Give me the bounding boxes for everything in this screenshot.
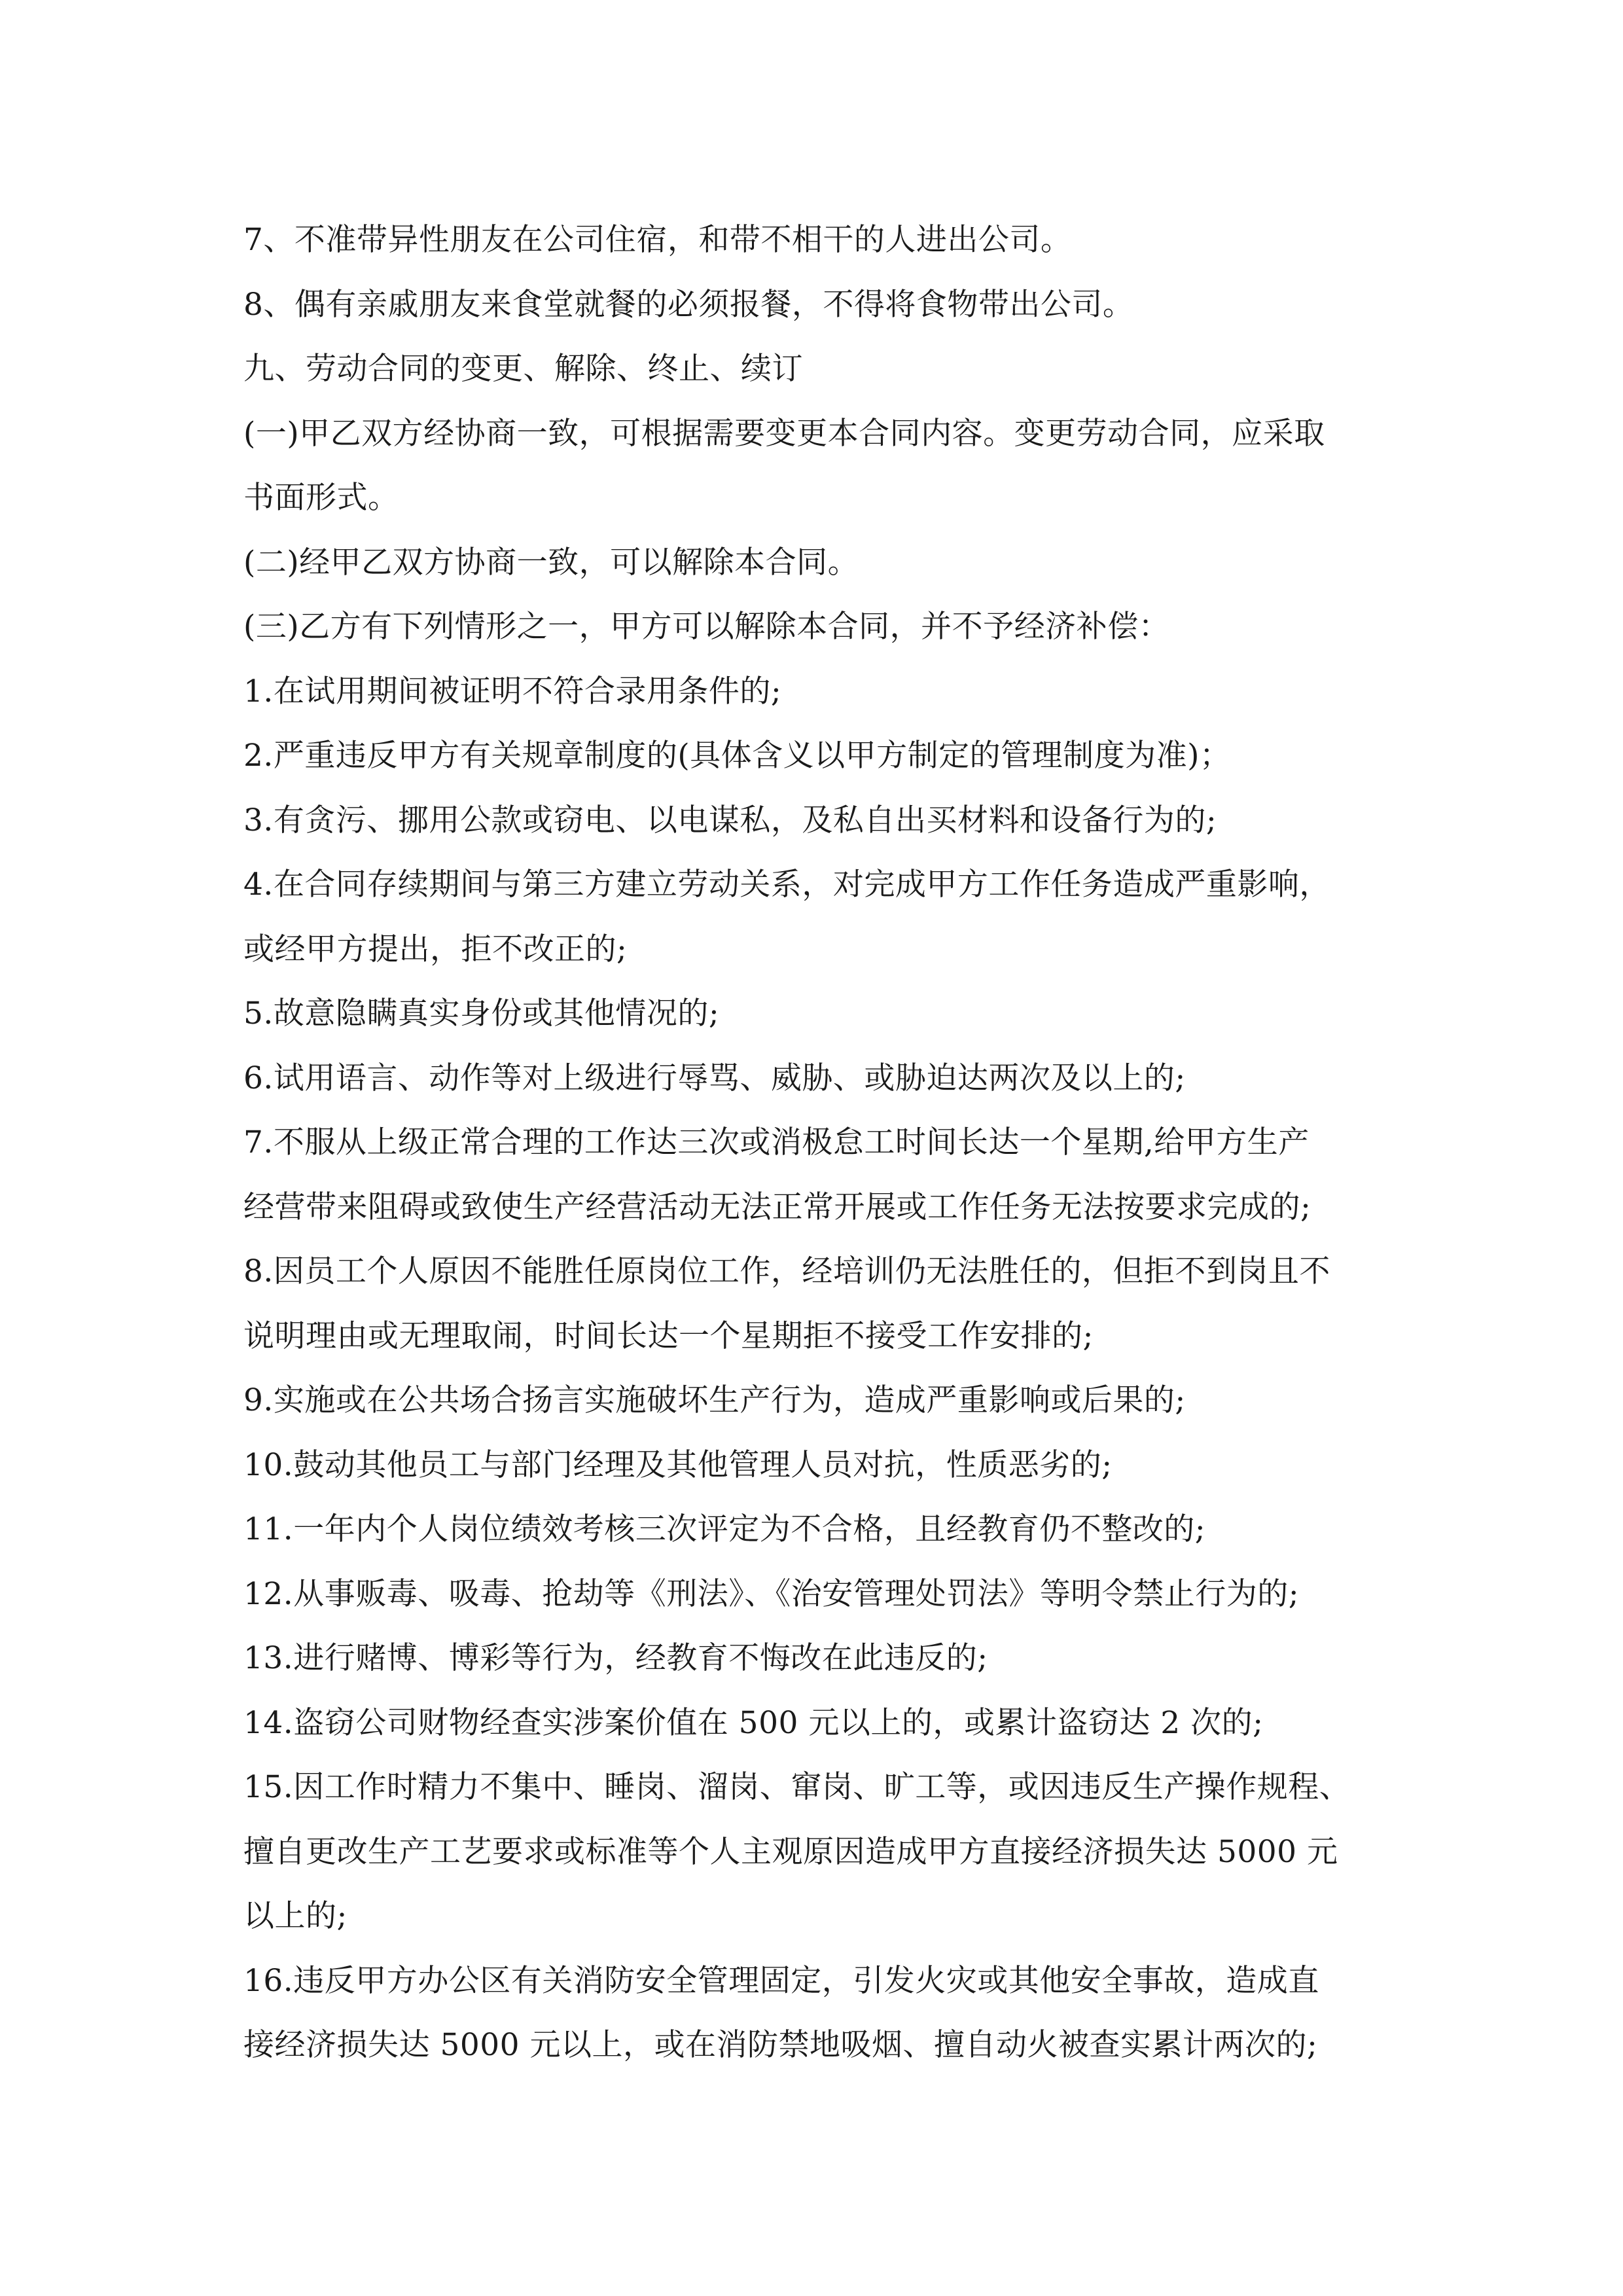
list-item: 14.盗窃公司财物经查实涉案价值在 500 元以上的，或累计盗窃达 2 次的; (243, 1704, 1264, 1741)
text-line: (一)甲乙双方经协商一致，可根据需要变更本合同内容。变更劳动合同，应采取 (243, 415, 1325, 452)
list-item: 9.实施或在公共场合扬言实施破坏生产行为，造成严重影响或后果的; (243, 1382, 1186, 1418)
list-item-continuation: 以上的; (243, 1898, 348, 1934)
list-item: 11.一年内个人岗位绩效考核三次评定为不合格，且经教育仍不整改的; (243, 1511, 1206, 1547)
list-item: 7.不服从上级正常合理的工作达三次或消极怠工时间长达一个星期,给甲方生产 (243, 1124, 1310, 1160)
list-item: 1.在试用期间被证明不符合录用条件的; (243, 673, 782, 709)
list-item: 12.从事贩毒、吸毒、抢劫等《刑法》、《治安管理处罚法》等明令禁止行为的; (243, 1575, 1300, 1612)
text-line: 8、偶有亲戚朋友来食堂就餐的必须报餐，不得将食物带出公司。 (243, 286, 1134, 323)
list-item-continuation: 接经济损失达 5000 元以上，或在消防禁地吸烟、擅自动火被查实累计两次的; (243, 2027, 1318, 2063)
list-item-continuation: 擅自更改生产工艺要求或标准等个人主观原因造成甲方直接经济损失达 5000 元 (243, 1833, 1338, 1870)
list-item: 13.进行赌博、博彩等行为，经教育不悔改在此违反的; (243, 1640, 988, 1676)
text-line: 7、不准带异性朋友在公司住宿，和带不相干的人进出公司。 (243, 222, 1072, 258)
text-line: 书面形式。 (243, 480, 399, 516)
list-item: 5.故意隐瞒真实身份或其他情况的; (243, 996, 720, 1031)
list-item: 4.在合同存续期间与第三方建立劳动关系，对完成甲方工作任务造成严重影响， (243, 867, 1330, 903)
list-item: 15.因工作时精力不集中、睡岗、溜岗、窜岗、旷工等，或因违反生产操作规程、 (243, 1769, 1351, 1805)
list-item-continuation: 说明理由或无理取闹，时间长达一个星期拒不接受工作安排的; (243, 1318, 1094, 1354)
list-item: 16.违反甲方办公区有关消防安全管理固定，引发火灾或其他安全事故，造成直 (243, 1962, 1319, 1999)
section-heading: 九、劳动合同的变更、解除、终止、续订 (243, 351, 803, 387)
list-item: 2.严重违反甲方有关规章制度的(具体含义以甲方制定的管理制度为准)； (243, 738, 1231, 774)
text-line: (三)乙方有下列情形之一，甲方可以解除本合同，并不予经济补偿： (243, 609, 1170, 645)
list-item: 8.因员工个人原因不能胜任原岗位工作，经培训仍无法胜任的，但拒不到岗且不 (243, 1253, 1330, 1289)
list-item: 10.鼓动其他员工与部门经理及其他管理人员对抗，性质恶劣的; (243, 1446, 1113, 1483)
document-body (243, 208, 1408, 2078)
list-item-continuation: 经营带来阻碍或致使生产经营活动无法正常开展或工作任务无法按要求完成的; (243, 1189, 1311, 1225)
text-line: (二)经甲乙双方协商一致，可以解除本合同。 (243, 544, 859, 581)
list-item-continuation: 或经甲方提出，拒不改正的; (243, 931, 628, 967)
list-item: 3.有贪污、挪用公款或窃电、以电谋私，及私自出买材料和设备行为的; (243, 802, 1217, 838)
list-item: 6.试用语言、动作等对上级进行辱骂、威胁、或胁迫达两次及以上的; (243, 1060, 1186, 1096)
